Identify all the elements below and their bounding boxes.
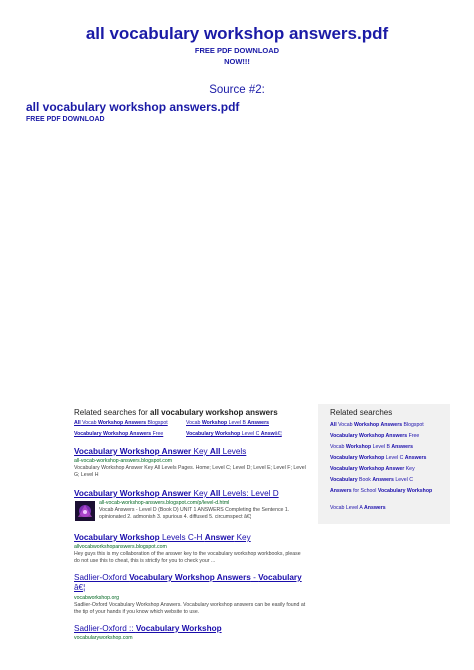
related-link-2[interactable] — [186, 420, 269, 426]
r1-tp2: All — [209, 447, 221, 456]
now-label[interactable]: NOW!!! — [224, 57, 250, 66]
right-link-1[interactable]: All Vocab Workshop Answers Blogspot — [330, 422, 424, 428]
result-3-snippet: Hey guys this is my collaboration of the answer key to the vocabulary workshop workbooks, please do not use this to cheat, this is strictly for you to check your ... — [74, 551, 301, 564]
related-heading-prefix: Related searches for — [74, 408, 151, 417]
page-title: all vocabulary workshop answers.pdf — [85, 24, 389, 43]
related-link-3[interactable] — [74, 431, 163, 437]
result-2-title[interactable] — [74, 489, 279, 498]
r3-tp2: Answer — [204, 533, 235, 542]
rel2-b2: Workshop — [201, 420, 228, 426]
r2-tp2: All — [209, 489, 221, 498]
rel2-b3: Answers — [247, 420, 269, 426]
result-5-url[interactable]: vocabularyworkshop.com — [74, 635, 133, 641]
result-2-url[interactable]: all-vocab-workshop-answers.blogspot.com/p/level-d.html — [99, 500, 230, 506]
rel1-t1: Vocab — [80, 420, 98, 426]
r2-tp3: Levels: Level D — [220, 489, 279, 498]
rel4-t2: â€¦ — [274, 431, 282, 437]
thumbnail-image-icon — [75, 501, 95, 521]
result-3-title[interactable] — [74, 533, 251, 542]
rel2-t1: Vocab — [186, 420, 202, 426]
result-2-thumbnail[interactable] — [75, 501, 95, 521]
result-2-snippet: Vocab Answers - Level D (Book D) UNIT 1 ANSWERS Completing the Sentence 1. opinionated 2. admonish 3. spurious 4. diffused 5. circumspect â€¦ — [99, 507, 290, 520]
rel2-t2: Level B — [227, 420, 248, 426]
r1-tp3: Levels — [220, 447, 247, 456]
r3-tp0: Vocabulary Workshop — [74, 533, 160, 542]
rel4-b1: Vocabulary Workshop — [186, 431, 241, 437]
right-link-5[interactable]: Vocabulary Workshop Answer Key — [330, 466, 415, 472]
source-title: all vocabulary workshop answers.pdf — [26, 100, 240, 114]
right-link-4[interactable]: Vocabulary Workshop Level C Answers — [330, 455, 427, 461]
result-3-url[interactable]: allvocabworkshopanswers.blogspot.com — [74, 544, 167, 550]
related-link-1[interactable] — [74, 420, 168, 426]
r3-tp3: Key — [234, 533, 251, 542]
rel4-b2: Answ — [260, 431, 275, 437]
result-4-url[interactable]: vocabworkshop.org — [74, 595, 119, 601]
r1-tp1: Key — [191, 447, 210, 456]
source-label: Source #2: — [209, 84, 265, 96]
right-panel-heading: Related searches — [330, 408, 393, 417]
r3-tp1: Levels C-H — [159, 533, 205, 542]
rel1-b1: All — [74, 420, 81, 426]
result-1-url[interactable]: all-vocab-workshop-answers.blogspot.com — [74, 458, 173, 464]
r4-tp2: - — [250, 573, 259, 582]
r5-tp0: Sadlier-Oxford :: — [74, 624, 136, 633]
result-1-title[interactable] — [74, 447, 246, 456]
right-link-8[interactable]: Vocab Level A Answers — [330, 505, 386, 511]
right-link-3[interactable]: Vocab Workshop Level B Answers — [330, 444, 413, 450]
r4-tp3: Vocabulary — [258, 573, 302, 582]
rel3-b1: Vocabulary Workshop Answers — [74, 431, 152, 437]
related-link-4[interactable] — [186, 431, 282, 437]
related-heading-query: all vocabulary workshop answers — [150, 408, 278, 417]
related-searches-heading — [74, 408, 278, 417]
result-4-snippet: Sadlier-Oxford Vocabulary Workshop Answers. Vocabulary workshop answers can be easily found at the tip of your hands if you know which website to use. — [74, 602, 306, 615]
source-free-download[interactable]: FREE PDF DOWNLOAD — [26, 116, 105, 123]
r2-tp0: Vocabulary Workshop Answer — [74, 489, 192, 498]
right-link-2[interactable]: Vocabulary Workshop Answers Free — [330, 433, 420, 439]
result-1-snippet: Vocabulary Workshop Answer Key All Levels Pages. Home; Level C; Level D; Level E; Level F; Level G; Level H — [74, 465, 306, 478]
right-link-7[interactable]: Answers for School Vocabulary Workshop — [330, 488, 433, 494]
rel3-t1: Free — [151, 431, 164, 437]
right-link-6[interactable]: Vocabulary Book Answers Level C — [330, 477, 413, 483]
r4-tp4: â€¦ — [74, 583, 86, 592]
r5-tp1: Vocabulary Workshop — [135, 624, 222, 633]
result-5-title[interactable] — [74, 624, 222, 633]
r2-tp1: Key — [191, 489, 210, 498]
free-pdf-download-label[interactable]: FREE PDF DOWNLOAD — [194, 46, 280, 55]
rel1-t2: Blogspot — [146, 420, 168, 426]
r1-tp0: Vocabulary Workshop Answer — [74, 447, 192, 456]
result-4-title[interactable] — [74, 573, 306, 593]
r4-tp0: Sadlier-Oxford — [74, 573, 130, 582]
r4-tp1: Vocabulary Workshop Answers — [129, 573, 251, 582]
rel1-b2: Workshop Answers — [97, 420, 147, 426]
rel4-t1: Level C — [240, 431, 261, 437]
